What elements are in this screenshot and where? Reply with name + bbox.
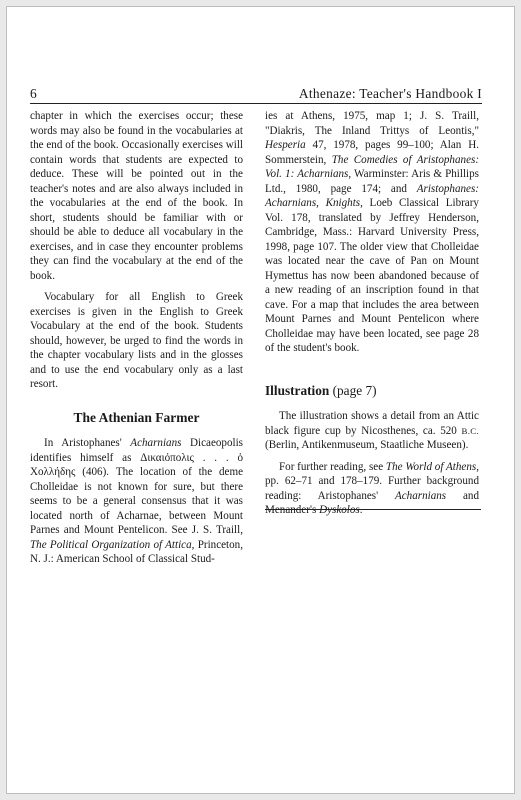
right-column <box>265 109 479 518</box>
paragraph-vocabulary-exercises: chapter in which the exercises occur; these words may also be found in the vocabularies at the end of the book. Occasionally exercises will contain words that students are expected to deduce. These will be pointed out in the teacher's notes and are also always included in the vocabularies at the end of the book. In short, students should be familiar with or should be able to deduce all vocabulary in the exercises, and in case they encounter problems they can find the vocabulary at the end of the book. <box>30 110 243 282</box>
section-heading-athenian-farmer: The Athenian Farmer <box>73 409 200 425</box>
footnote-rule <box>265 509 481 510</box>
left-column <box>30 109 243 567</box>
header-title: Athenaze: Teacher's Handbook I <box>298 86 482 101</box>
paragraph-illustration: The illustration shows a detail from an Attic black figure cup by Nicosthenes, ca. 520 B.C. (Berlin, Antikenmuseum, Staatliche Museen). <box>265 410 479 451</box>
paragraph-further-reading: For further reading, see The World of Athens, pp. 62–71 and 178–179. Further background reading: Aristophanes' Acharnians and Menander's Dyskolos. <box>265 460 479 516</box>
page-number: 6 <box>30 86 37 101</box>
section-heading-illustration: Illustration (page 7) <box>265 382 377 398</box>
header-rule <box>30 103 482 104</box>
paragraph-athenian-farmer: In Aristophanes' Acharnians Dicaeopolis identifies himself as Δικαιόπολις . . . ὁ Χολλήδης (406). The location of the deme Cholleidae is not known for sure, but there seems to be a general consensus that it was located north of Acharnae, between Mount Parnes and Mount Pentelicon. See J. S. Traill, The Political Organization of Attica, Princeton, N. J.: American School of Classical Stud- <box>30 437 244 565</box>
paragraph-english-greek-vocabulary: Vocabulary for all English to Greek exercises is given in the English to Greek Vocabulary at the end of the book. Students should, however, be urged to find the words in the chapter vocabulary lists and in the glosses and to use the end vocabulary only as a last resort. <box>30 291 243 390</box>
paragraph-continued-references: ies at Athens, 1975, map 1; J. S. Traill, "Diakris, The Inland Trittys of Leontis," Hesperia 47, 1978, pages 99–100; Alan H. Sommerstein, The Comedies of Aristophanes: Vol. 1: Acharnians, Warminster: Aris & Phillips Ltd., 1980, page 174; and Aristophanes: Acharnians, Knights, Loeb Classical Library Vol. 178, translated by Jeffrey Henderson, Cambridge, Mass.: Harvard University Press, 1998, page 107. The older view that Cholleidae was located near the cave of Pan on Mount Hymettus has now been abandoned because of a new reading of an inscription found in that cave. For a map that includes the area between Mount Parnes and Mount Pentelicon where Cholleidae may have been located, see page 28 of the student's book. <box>265 110 480 354</box>
